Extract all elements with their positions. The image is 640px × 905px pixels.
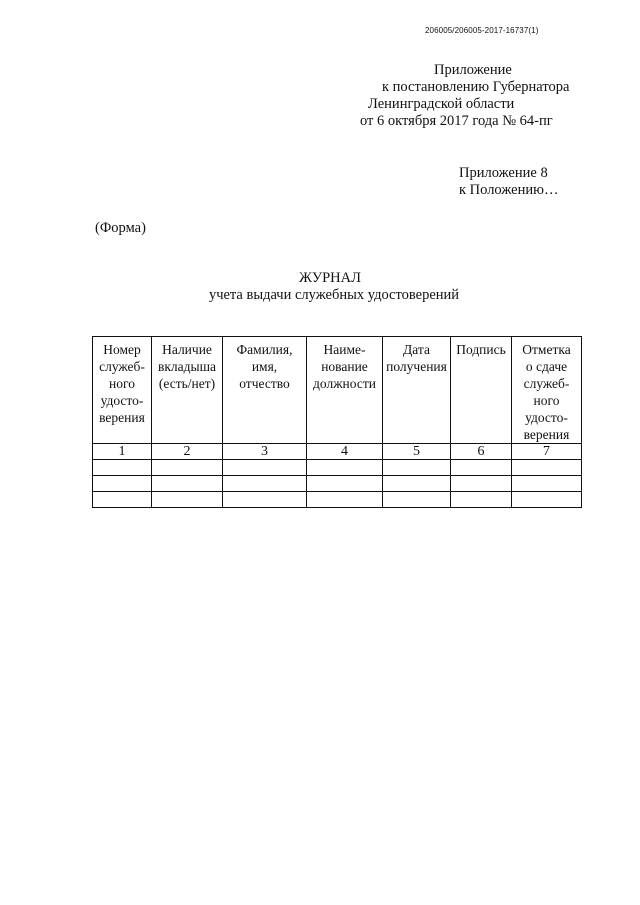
- column-header-text: Дата: [403, 342, 430, 357]
- approval-line-3: Ленинградской области: [368, 96, 515, 112]
- column-header-text: ного: [109, 376, 135, 391]
- approval-block: [340, 62, 600, 130]
- annex-line-1: Приложение 8: [459, 165, 548, 181]
- table-cell: [512, 492, 582, 508]
- column-header-1: [93, 337, 152, 444]
- approval-line-1: Приложение: [434, 62, 512, 78]
- column-number-cell: 6: [451, 444, 512, 460]
- table-cell: [512, 460, 582, 476]
- column-header-text: верения: [523, 427, 570, 442]
- column-header-text: Наиме-: [323, 342, 366, 357]
- column-header-text: Подпись: [456, 342, 506, 357]
- column-header-text: должности: [313, 376, 376, 391]
- journal-title: ЖУРНАЛ: [299, 270, 361, 286]
- document-id: 206005/206005-2017-16737(1): [425, 26, 539, 35]
- table-cell: [307, 492, 383, 508]
- column-header-6: [451, 337, 512, 444]
- table-header-row: [93, 337, 582, 444]
- column-header-5: [383, 337, 451, 444]
- column-header-text: верения: [99, 410, 145, 425]
- table-cell: [152, 460, 223, 476]
- journal-subtitle: учета выдачи служебных удостоверений: [208, 287, 460, 303]
- form-label: (Форма): [95, 220, 146, 236]
- register-table: [92, 336, 582, 508]
- column-header-text: вкладыша: [158, 359, 216, 374]
- column-header-text: (есть/нет): [158, 376, 216, 391]
- table-cell: [383, 492, 451, 508]
- column-header-text: Наличие: [162, 342, 212, 357]
- table-cell: [307, 476, 383, 492]
- column-header-text: имя,: [251, 359, 278, 374]
- column-number-cell: 1: [93, 444, 152, 460]
- column-header-3: [223, 337, 307, 444]
- column-header-text: Номер: [103, 342, 141, 357]
- annex-block: [459, 165, 558, 199]
- table-cell: [152, 476, 223, 492]
- column-header-7: [512, 337, 582, 444]
- column-header-text: Фамилия,: [236, 342, 293, 357]
- table-row: [93, 460, 582, 476]
- table-cell: [307, 460, 383, 476]
- column-header-text: нование: [321, 359, 368, 374]
- column-header-text: Отметка: [522, 342, 571, 357]
- column-header-text: удосто-: [100, 393, 144, 408]
- column-header-text: отчество: [239, 376, 290, 391]
- column-header-text: служеб-: [523, 376, 570, 391]
- column-number-cell: 3: [223, 444, 307, 460]
- column-number-row: [93, 444, 582, 460]
- table-cell: [223, 460, 307, 476]
- annex-line-2: к Положению…: [459, 182, 559, 198]
- column-header-4: [307, 337, 383, 444]
- table-cell: [93, 460, 152, 476]
- table-cell: [152, 492, 223, 508]
- table-body: [93, 444, 582, 508]
- column-header-2: [152, 337, 223, 444]
- column-number-cell: 2: [152, 444, 223, 460]
- column-header-text: ного: [533, 393, 560, 408]
- column-number-cell: 7: [512, 444, 582, 460]
- column-number-cell: 4: [307, 444, 383, 460]
- column-header-text: получения: [386, 359, 447, 374]
- table-cell: [451, 492, 512, 508]
- table-cell: [223, 476, 307, 492]
- approval-line-4: от 6 октября 2017 года № 64-пг: [360, 113, 553, 129]
- journal-heading: [0, 270, 640, 304]
- table-row: [93, 492, 582, 508]
- column-number-cell: 5: [383, 444, 451, 460]
- table-cell: [93, 492, 152, 508]
- table-cell: [383, 476, 451, 492]
- column-header-text: служеб-: [99, 359, 145, 374]
- approval-line-2: к постановлению Губернатора: [382, 79, 570, 95]
- table-cell: [383, 460, 451, 476]
- table-cell: [451, 460, 512, 476]
- table-row: [93, 476, 582, 492]
- table-cell: [512, 476, 582, 492]
- column-header-text: о сдаче: [525, 359, 568, 374]
- table-cell: [93, 476, 152, 492]
- table-cell: [451, 476, 512, 492]
- column-header-text: удосто-: [525, 410, 568, 425]
- table-cell: [223, 492, 307, 508]
